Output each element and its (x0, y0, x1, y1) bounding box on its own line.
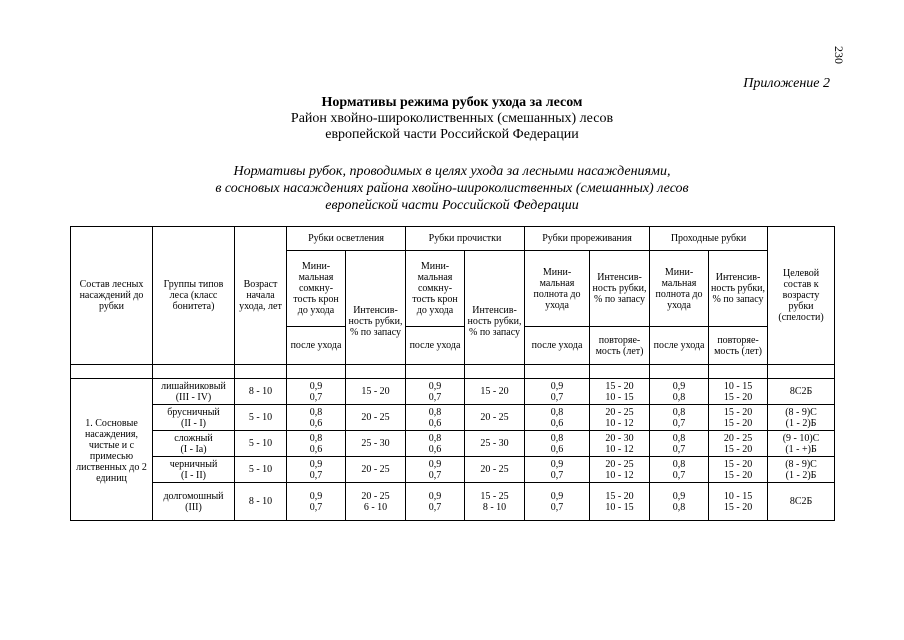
header-ps-after: после ухода (650, 327, 709, 365)
header-thinning: Рубки прореживания (525, 227, 650, 251)
forest-group: брусничный (167, 406, 220, 418)
appendix-label: Приложение 2 (743, 76, 830, 91)
th-intensity: 20 - 25 (605, 406, 634, 418)
pr-after: 0,7 (428, 469, 442, 481)
ps-min: 0,9 (672, 490, 686, 502)
pr-intensity: 15 - 20 (480, 386, 509, 397)
table-row (71, 483, 835, 521)
ps-min: 0,8 (672, 458, 686, 470)
document-title (0, 95, 904, 143)
th-intensity: 20 - 25 (605, 458, 634, 470)
cl-after: 0,6 (309, 417, 323, 429)
header-cl-min-closure: Мини-мальная сомкну-тость крон до ухода (287, 251, 346, 327)
header-target: Целевой состав к возрасту рубки (спелости) (768, 227, 835, 365)
target-composition-2: (1 - 2)Б (785, 469, 817, 481)
target-composition: (8 - 9)С (785, 458, 817, 470)
target-composition-2: (1 - +)Б (785, 443, 817, 455)
ps-after: 0,7 (672, 469, 686, 481)
target-composition: (9 - 10)С (782, 432, 820, 444)
target-composition-2: (1 - 2)Б (785, 417, 817, 429)
target-composition: 8С2Б (789, 496, 813, 507)
ps-intensity: 10 - 15 (723, 490, 753, 502)
pr-intensity-2: 8 - 10 (482, 501, 507, 513)
start-age: 5 - 10 (235, 457, 287, 483)
th-min: 0,9 (550, 458, 564, 470)
header-pr-after: после ухода (406, 327, 465, 365)
pr-min: 0,9 (428, 490, 442, 502)
header-clarification: Рубки осветления (287, 227, 406, 251)
header-ps-intensity: Интенсив-ность рубки, % по запасу (709, 251, 768, 327)
cl-min: 0,9 (309, 380, 323, 392)
ps-after: 0,8 (672, 501, 686, 513)
cl-intensity: 25 - 30 (361, 438, 390, 449)
forest-group: черничный (169, 458, 218, 470)
table-row (71, 379, 835, 405)
ps-after: 0,7 (672, 443, 686, 455)
header-ps-repeat: повторяе-мость (лет) (709, 327, 768, 365)
header-th-intensity: Интенсив-ность рубки, % по запасу (590, 251, 650, 327)
composition-cell: 1. Сосновые насаждения, чистые и с примесью лиственных до 2 единиц (71, 379, 153, 521)
bonitet: (I - Ia) (180, 443, 207, 455)
th-after: 0,6 (550, 417, 564, 429)
pr-intensity: 15 - 25 (480, 490, 509, 502)
header-th-repeat: повторяе-мость (лет) (590, 327, 650, 365)
table-caption (0, 163, 904, 214)
cl-min: 0,8 (309, 406, 323, 418)
ps-repeat: 15 - 20 (723, 443, 753, 455)
ps-intensity: 10 - 15 (723, 380, 753, 392)
forest-group: сложный (174, 432, 213, 444)
pr-after: 0,7 (428, 391, 442, 403)
title-line-1: Нормативы режима рубок ухода за лесом (321, 95, 583, 110)
ps-repeat: 15 - 20 (723, 391, 753, 403)
ps-min: 0,8 (672, 432, 686, 444)
table-row (71, 431, 835, 457)
header-cl-after: после ухода (287, 327, 346, 365)
pr-intensity: 25 - 30 (480, 438, 509, 449)
header-passage: Проходные рубки (650, 227, 768, 251)
start-age: 8 - 10 (235, 379, 287, 405)
cl-intensity-2: 6 - 10 (363, 501, 388, 513)
target-composition: 8С2Б (789, 386, 813, 397)
pr-intensity: 20 - 25 (480, 464, 509, 475)
cl-intensity: 20 - 25 (361, 412, 390, 423)
bonitet: (III) (185, 501, 202, 513)
cl-after: 0,6 (309, 443, 323, 455)
caption-line-1: Нормативы рубок, проводимых в целях ухода за лесными насаждениями, (233, 164, 671, 179)
th-after: 0,7 (550, 501, 564, 513)
th-intensity: 20 - 30 (605, 432, 634, 444)
cl-after: 0,7 (309, 469, 323, 481)
th-intensity: 15 - 20 (605, 490, 634, 502)
ps-min: 0,9 (672, 380, 686, 392)
th-min: 0,9 (550, 490, 564, 502)
pr-min: 0,8 (428, 432, 442, 444)
pr-intensity: 20 - 25 (480, 412, 509, 423)
th-min: 0,8 (550, 432, 564, 444)
ps-after: 0,8 (672, 391, 686, 403)
header-pr-intensity: Интенсив-ность рубки, % по запасу (465, 251, 525, 365)
th-min: 0,9 (550, 380, 564, 392)
th-after: 0,7 (550, 391, 564, 403)
page-number: 230 (832, 46, 846, 64)
table-row (71, 457, 835, 483)
pr-min: 0,9 (428, 458, 442, 470)
header-composition: Состав лесных насаждений до рубки (71, 227, 153, 365)
cl-min: 0,8 (309, 432, 323, 444)
th-min: 0,8 (550, 406, 564, 418)
ps-intensity: 20 - 25 (723, 432, 753, 444)
th-repeat: 10 - 15 (605, 501, 634, 513)
cl-after: 0,7 (309, 501, 323, 513)
cl-min: 0,9 (309, 458, 323, 470)
ps-min: 0,8 (672, 406, 686, 418)
th-intensity: 15 - 20 (605, 380, 634, 392)
th-repeat: 10 - 12 (605, 469, 634, 481)
pr-min: 0,8 (428, 406, 442, 418)
header-start-age: Возраст начала ухода, лет (235, 227, 287, 365)
ps-after: 0,7 (672, 417, 686, 429)
ps-intensity: 15 - 20 (723, 406, 753, 418)
forest-group: долгомошный (163, 490, 224, 502)
th-repeat: 10 - 12 (605, 443, 634, 455)
cl-intensity: 20 - 25 (361, 490, 390, 502)
start-age: 5 - 10 (235, 405, 287, 431)
norms-table (70, 226, 835, 521)
ps-intensity: 15 - 20 (723, 458, 753, 470)
caption-line-3: европейской части Российской Федерации (325, 198, 579, 213)
ps-repeat: 15 - 20 (723, 469, 753, 481)
header-ps-min-density: Мини-мальная полнота до ухода (650, 251, 709, 327)
title-line-2: Район хвойно-широколиственных (смешанных) лесов (290, 111, 614, 126)
header-th-after: после ухода (525, 327, 590, 365)
pr-after: 0,6 (428, 417, 442, 429)
bonitet: (III - IV) (175, 391, 212, 403)
th-repeat: 10 - 12 (605, 417, 634, 429)
ps-repeat: 15 - 20 (723, 417, 753, 429)
start-age: 5 - 10 (235, 431, 287, 457)
header-th-min-density: Мини-мальная полнота до ухода (525, 251, 590, 327)
title-line-3: европейской части Российской Федерации (325, 127, 579, 142)
caption-line-2: в сосновых насаждениях района хвойно-широколиственных (смешанных) лесов (215, 181, 689, 196)
start-age: 8 - 10 (235, 483, 287, 521)
cl-min: 0,9 (309, 490, 323, 502)
bonitet: (I - II) (181, 469, 206, 481)
forest-group: лишайниковый (161, 380, 226, 392)
cl-after: 0,7 (309, 391, 323, 403)
cl-intensity: 20 - 25 (361, 464, 390, 475)
target-composition: (8 - 9)С (785, 406, 817, 418)
header-forest-groups: Группы типов леса (класс бонитета) (153, 227, 235, 365)
pr-after: 0,6 (428, 443, 442, 455)
header-cleaning: Рубки прочистки (406, 227, 525, 251)
bonitet: (II - I) (181, 417, 206, 429)
pr-min: 0,9 (428, 380, 442, 392)
th-after: 0,6 (550, 443, 564, 455)
table-row (71, 405, 835, 431)
th-after: 0,7 (550, 469, 564, 481)
ps-repeat: 15 - 20 (723, 501, 753, 513)
pr-after: 0,7 (428, 501, 442, 513)
header-pr-min-closure: Мини-мальная сомкну-тость крон до ухода (406, 251, 465, 327)
header-cl-intensity: Интенсив-ность рубки, % по запасу (346, 251, 406, 365)
th-repeat: 10 - 15 (605, 391, 634, 403)
cl-intensity: 15 - 20 (361, 386, 390, 397)
